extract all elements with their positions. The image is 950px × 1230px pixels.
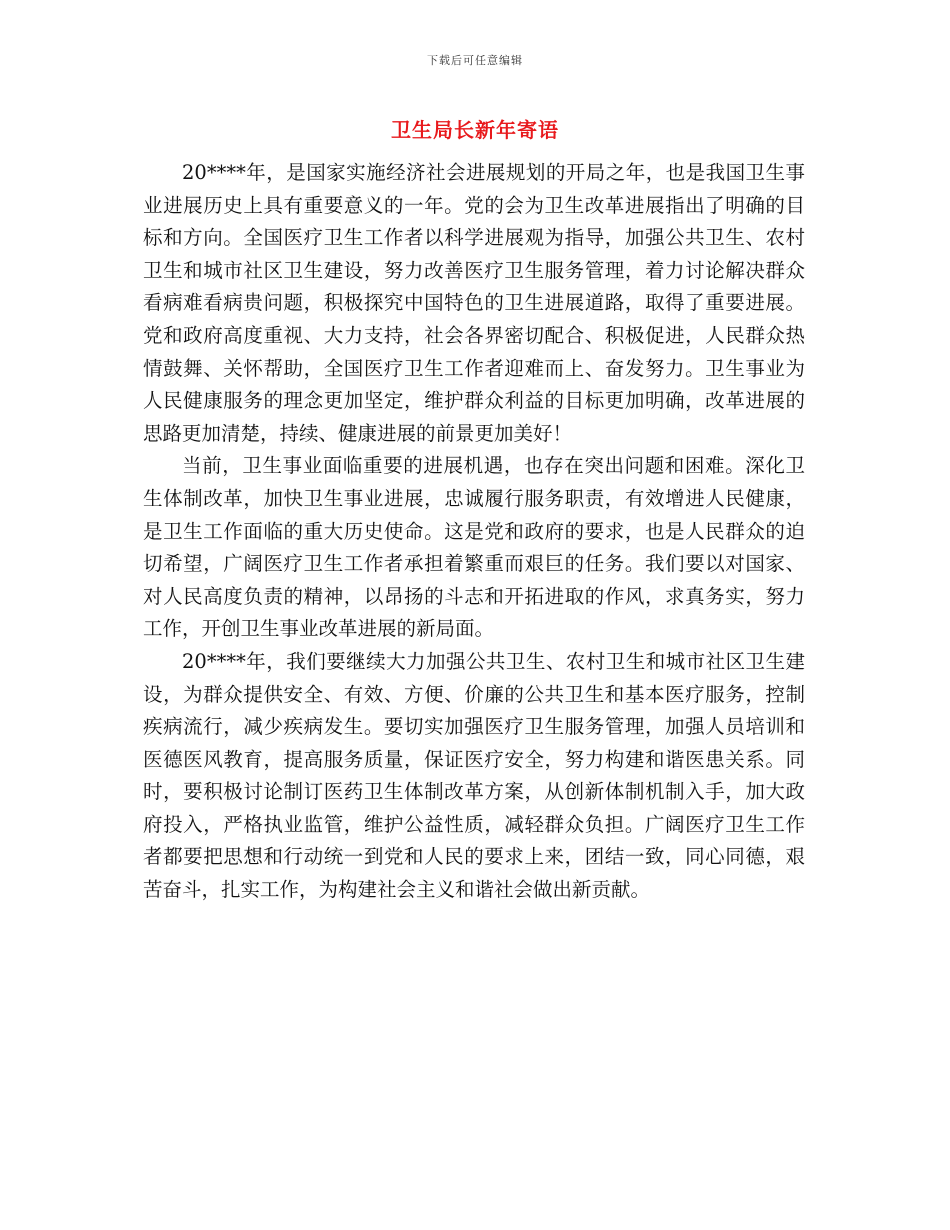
paragraph-3: 20****年，我们要继续大力加强公共卫生、农村卫生和城市社区卫生建设，为群众提供安全、有效、方便、价廉的公共卫生和基本医疗服务，控制疾病流行，减少疾病发生。要切实加强医疗卫生服务管理，加强人员培训和医德医风教育，提高服务质量，保证医疗安全，努力构建和谐医患关系。同时，要积极讨论制订医药卫生体制改革方案，从创新体制机制入手，加大政府投入，严格执业监管，维护公益性质，减轻群众负担。广阔医疗卫生工作者都要把思想和行动统一到党和人民的要求上来，团结一致，同心同德，艰苦奋斗，扎实工作，为构建社会主义和谐社会做出新贡献。 — [143, 649, 805, 902]
document-title: 卫生局长新年寄语 — [391, 118, 559, 142]
paragraph-2: 当前，卫生事业面临重要的进展机遇，也存在突出问题和困难。深化卫生体制改革，加快卫生事业进展，忠诚履行服务职责，有效增进人民健康，是卫生工作面临的重大历史使命。这是党和政府的要求，也是人民群众的迫切希望，广阔医疗卫生工作者承担着繁重而艰巨的任务。我们要以对国家、对人民高度负责的精神，以昂扬的斗志和开拓进取的作风，求真务实，努力工作，开创卫生事业改革进展的新局面。 — [143, 454, 805, 641]
document-body — [143, 157, 805, 907]
paragraph-1: 20****年，是国家实施经济社会进展规划的开局之年，也是我国卫生事业进展历史上具有重要意义的一年。党的会为卫生改革进展指出了明确的目标和方向。全国医疗卫生工作者以科学进展观为指导，加强公共卫生、农村卫生和城市社区卫生建设，努力改善医疗卫生服务管理，着力讨论解决群众看病难看病贵问题，积极探究中国特色的卫生进展道路，取得了重要进展。党和政府高度重视、大力支持，社会各界密切配合、积极促进，人民群众热情鼓舞、关怀帮助，全国医疗卫生工作者迎难而上、奋发努力。卫生事业为人民健康服务的理念更加坚定，维护群众利益的目标更加明确，改革进展的思路更加清楚，持续、健康进展的前景更加美好！ — [143, 161, 805, 445]
header-note: 下载后可任意编辑 — [427, 54, 523, 67]
